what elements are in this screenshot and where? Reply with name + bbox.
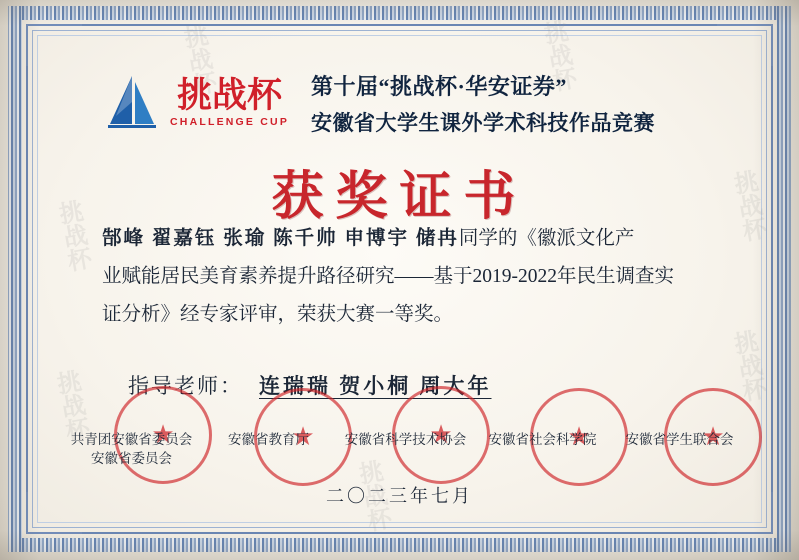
body-line-1-rest: 同学的《徽派文化产 [458,228,635,249]
advisor-label: 指导老师： [128,374,243,398]
organization-item [64,430,199,468]
certificate-body [102,220,719,334]
certificate-content [44,42,755,516]
awardee-names: 郜峰 翟嘉钰 张瑜 陈千帅 申博宇 储冉 [102,228,459,249]
logo-chinese-text: 挑战杯 [177,76,283,116]
certificate-main-title: 获奖证书 [271,169,528,226]
organization-item [475,430,610,468]
body-line-3: 证分析》经专家评审，荣获大赛一等奖。 [102,304,454,325]
body-line-1 [102,220,719,258]
logo-wordmark [170,78,289,128]
organization-name-line-1: 安徽省科学技术协会 [344,432,467,447]
organization-item [612,430,747,468]
organization-item [338,430,473,468]
organization-name-line-1: 安徽省教育厅 [228,432,309,447]
advisor-names: 连瑞瑞 贺小桐 周大年 [259,374,492,398]
issue-date: 二〇二三年七月 [326,486,473,506]
competition-title-line-2: 安徽省大学生课外学术科技作品竞赛 [311,110,656,135]
organization-name-line-1: 安徽省学生联合会 [625,432,734,447]
logo-english-text: CHALLENGE CUP [170,116,290,129]
competition-title [311,70,655,137]
organization-name-line-2: 安徽省委员会 [91,451,172,466]
organization-item [201,430,336,468]
challenge-cup-logo [102,72,289,134]
certificate-header [102,58,745,148]
organization-name-line-1: 安徽省社会科学院 [488,432,597,447]
issuing-organizations [64,430,747,468]
competition-title-line-1: 第十届“挑战杯·华安证券” [311,73,567,99]
organization-name-line-1: 共青团安徽省委员会 [70,432,193,447]
sail-logo-icon [102,72,164,134]
body-line-2: 业赋能居民美育素养提升路径研究——基于2019-2022年民生调查实 [102,266,674,287]
